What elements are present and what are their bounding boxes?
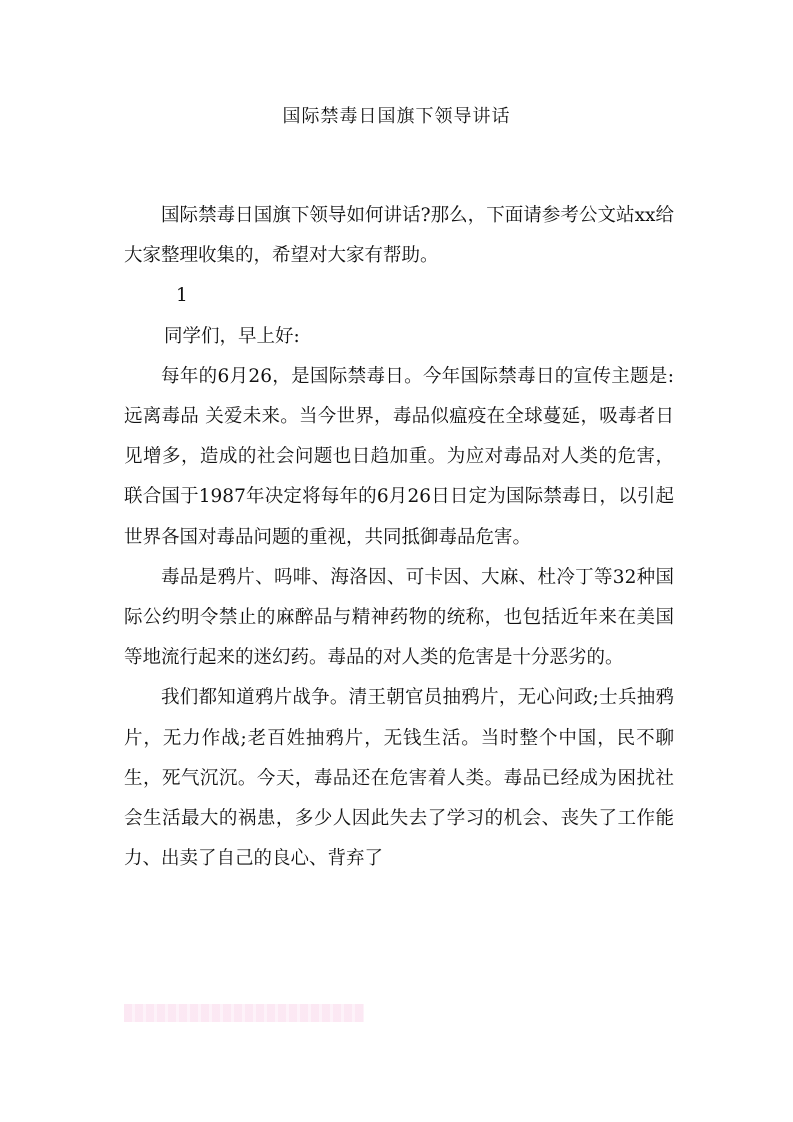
- section-number: 1: [176, 285, 188, 307]
- paragraph-opium-war: 我们都知道鸦片战争。清王朝官员抽鸦片，无心问政;士兵抽鸦片，无力作战;老百姓抽鸦片，无钱生活。当时整个中国，民不聊生，死气沉沉。今天，毒品还在危害着人类。毒品已经成为困扰社会生活最大的祸患，多少人因此失去了学习的机会、丧失了工作能力、出卖了自己的良心、背弃了: [124, 687, 674, 870]
- watermark-stamp: [124, 1004, 364, 1022]
- paragraph-drug-definition: 毒品是鸦片、吗啡、海洛因、可卡因、大麻、杜冷丁等32种国际公约明令禁止的麻醉品与精神药物的统称，也包括近年来在美国等地流行起来的迷幻药。毒品的对人类的危害是十分恶劣的。: [124, 566, 674, 669]
- salutation: 同学们，早上好:: [164, 325, 300, 347]
- intro-paragraph: 国际禁毒日国旗下领导如何讲话?那么，下面请参考公文站xx给大家整理收集的，希望对大家有帮助。: [124, 205, 674, 267]
- document-title: 国际禁毒日国旗下领导讲话: [282, 106, 511, 127]
- paragraph-drug-day: 每年的6月26，是国际禁毒日。今年国际禁毒日的宣传主题是:远离毒品 关爱未来。当今世界，毒品似瘟疫在全球蔓延，吸毒者日见增多，造成的社会问题也日趋加重。为应对毒品对人类的危害，联合国于1987年决定将每年的6月26日日定为国际禁毒日，以引起世界各国对毒品问题的重视，共同抵御毒品危害。: [124, 365, 674, 548]
- document-body: [124, 196, 674, 879]
